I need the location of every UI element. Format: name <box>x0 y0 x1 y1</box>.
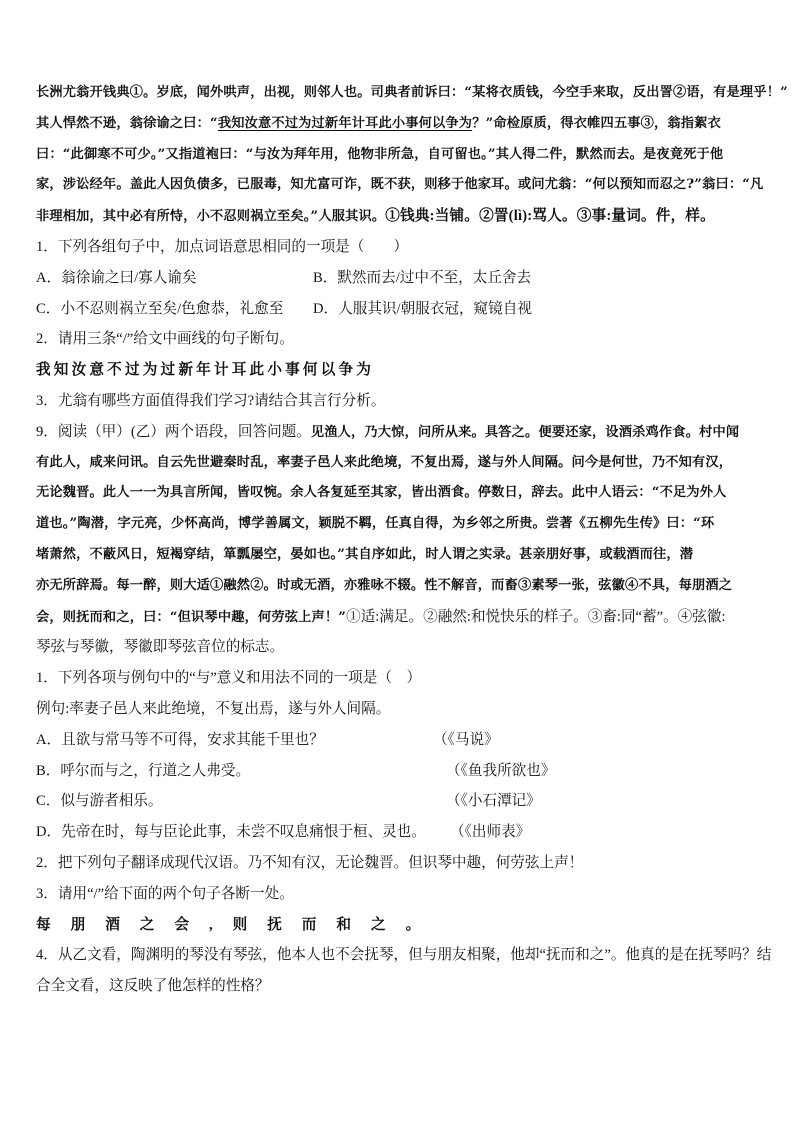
passage1-line: 其人悍然不逊，翁徐谕之曰：“我知汝意不过为过新年计耳此小事何以争为？”命检原质，得衣帷四五事③，翁指絮衣 <box>36 115 721 131</box>
document-page <box>36 78 788 1002</box>
option-row <box>36 786 772 817</box>
passage2-line: 道也。”陶潜，字元亮，少怀高尚，博学善属文，颖脱不羁，任真自得，为乡邻之所贵。尝著《五柳先生传》曰：“环 <box>36 516 715 532</box>
option-d-source: （《出师表》 <box>450 824 531 841</box>
passage1-line: 非理相加，其中必有所恃，小不忍则祸立至矣。”人服其识。①钱典:当铺。②詈(lì):骂人。③事:量词。件，样。 <box>36 208 715 225</box>
option-b: B．默然而去/过中不至，太丘舍去 <box>313 269 532 286</box>
question-stem-cont: 合全文看，这反映了他怎样的性格？ <box>36 978 270 995</box>
option-row <box>36 756 772 787</box>
question-stem: 2．请用三条“/”给文中画线的句子断句。 <box>36 331 294 348</box>
example-sentence: 例句:率妻子邑人来此绝境，不复出焉，遂与外人间隔。 <box>36 700 391 717</box>
passage1-line: 家，涉讼经年。盖此人因负债多，已服毒，知尤富可诈，既不获，则移于他家耳。或问尤翁：“何以预知而忍之?”翁曰：“凡 <box>36 177 764 193</box>
passage2-line: 9．阅读（甲）(乙）两个语段，回答问题。见渔人，乃大惊，问所从来。具答之。便要还家，设酒杀鸡作食。村中闻 <box>36 423 740 440</box>
option-c: C．小不忍则祸立至矣/色愈恭，礼愈至 <box>36 300 284 317</box>
option-d: D．人服其识/朝服衣冠，窥镜自视 <box>313 300 532 317</box>
question-stem: 2．把下列句子翻译成现代汉语。乃不知有汉，无论魏晋。但识琴中趣，何劳弦上声！ <box>36 854 584 871</box>
underlined-sentence: 我知汝意不过为过新年计耳此小事何以争为 <box>217 115 473 131</box>
sentence-to-punctuate: 我知汝意不过为过新年计耳此小事何以争为 <box>36 362 375 379</box>
passage2-line: 无论魏晋。此人一一为具言所闻，皆叹惋。余人各复延至其家，皆出酒食。停数日，辞去。此中人语云：“不足为外人 <box>36 485 727 501</box>
option-a-source: （《马说》 <box>433 731 499 748</box>
option-c: C．似与游者相乐。 <box>36 793 163 810</box>
option-row <box>36 263 772 294</box>
question-stem: 1．下列各项与例句中的“与”意义和用法不同的一项是（ ） <box>36 670 422 687</box>
question-stem: 1．下列各组句子中，加点词语意思相同的一项是（ ） <box>36 238 409 255</box>
option-b-source: （《鱼我所欲也》 <box>446 762 556 779</box>
option-row <box>36 817 772 848</box>
option-a: A．且欲与常马等不可得，安求其能千里也？ <box>36 731 324 748</box>
option-b: B．呼尔而与之，行道之人弗受。 <box>36 762 251 779</box>
question-stem: 3．请用“/”给下面的两个句子各断一处。 <box>36 885 294 902</box>
annotation: ①适:满足。②融然:和悦快乐的样子。③畜:同“蓄”。④弦徽: <box>346 608 726 625</box>
question-stem: 4．从乙文看，陶渊明的琴没有琴弦，他本人也不会抚琴，但与朋友相聚，他却“抚而和之”。他真的是在抚琴吗？结 <box>36 947 772 964</box>
option-c-source: （《小石潭记》 <box>446 793 541 810</box>
passage2-line: 亦无所辞焉。每一醉，则大适①融然②。时或无酒，亦雅咏不辍。性不解音，而畜③素琴一张，弦徽④不具，每朋酒之 <box>36 577 733 593</box>
option-row <box>36 725 772 756</box>
annotation-line: 琴弦与琴徽，琴徽即琴弦音位的标志。 <box>36 639 285 656</box>
annotation: ①钱典:当铺。②詈(lì):骂人。③事:量词。件，样。 <box>385 208 715 225</box>
question-stem: 3．尤翁有哪些方面值得我们学习?请结合其言行分析。 <box>36 392 386 409</box>
passage2-line: 堵萧然，不蔽风日，短褐穿结，箪瓢屡空，晏如也。”其自序如此，时人谓之实录。甚亲朋好事，或载酒而往，潜 <box>36 546 694 562</box>
passage1-line: 曰：“此御寒不可少。”又指道袍曰：“与汝为拜年用，他物非所急，自可留也。”其人得二件，默然而去。是夜竟死于他 <box>36 146 724 162</box>
passage2-line: 会，则抚而和之，曰：“但识琴中趣，何劳弦上声！”①适:满足。②融然:和悦快乐的样子。③畜:同“蓄”。④弦徽: <box>36 608 726 625</box>
option-a: A．翁徐谕之曰/寡人谕矣 <box>36 269 197 286</box>
sentence-to-punctuate: 每朋酒之会,则抚而和之。 <box>36 916 441 933</box>
option-row <box>36 294 772 325</box>
option-d: D．先帝在时，每与臣论此事，未尝不叹息痛恨于桓、灵也。 <box>36 824 426 841</box>
passage1-line: 长洲尤翁开钱典①。岁底，闻外哄声，出视，则邻人也。司典者前诉曰：“某将衣质钱，今空手来取，反出詈②语，有是理乎！” <box>36 85 788 100</box>
passage2-line: 有此人，咸来问讯。自云先世避秦时乱，率妻子邑人来此绝境，不复出焉，遂与外人间隔。问今是何世，乃不知有汉， <box>36 454 733 470</box>
